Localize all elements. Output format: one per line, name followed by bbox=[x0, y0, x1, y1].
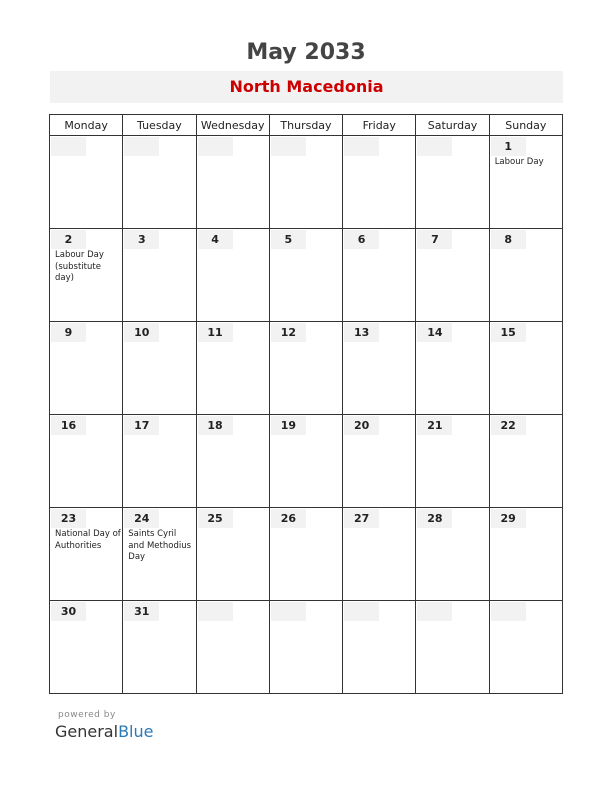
day-cell bbox=[50, 415, 123, 508]
day-number: 13 bbox=[344, 323, 379, 342]
week-row bbox=[50, 322, 563, 415]
day-cell bbox=[416, 415, 489, 508]
day-cell bbox=[269, 322, 342, 415]
day-number: 24 bbox=[124, 509, 159, 528]
day-number: 25 bbox=[198, 509, 233, 528]
day-number: 12 bbox=[271, 323, 306, 342]
day-cell bbox=[123, 415, 196, 508]
page-title: May 2033 bbox=[246, 40, 366, 65]
day-number: 27 bbox=[344, 509, 379, 528]
day-cell bbox=[50, 229, 123, 322]
day-number: 8 bbox=[491, 230, 526, 249]
day-number bbox=[344, 602, 379, 621]
holiday-label: Labour Day (substitute day) bbox=[55, 250, 104, 283]
day-cell bbox=[50, 601, 123, 694]
day-number: 22 bbox=[491, 416, 526, 435]
day-cell bbox=[50, 508, 123, 601]
day-cell bbox=[343, 415, 416, 508]
day-cell bbox=[416, 136, 489, 229]
day-number: 23 bbox=[51, 509, 86, 528]
day-number bbox=[271, 602, 306, 621]
day-number bbox=[491, 602, 526, 621]
day-number: 6 bbox=[344, 230, 379, 249]
day-cell bbox=[489, 136, 562, 229]
day-cell bbox=[269, 601, 342, 694]
day-cell bbox=[343, 601, 416, 694]
day-number: 14 bbox=[417, 323, 452, 342]
day-number: 28 bbox=[417, 509, 452, 528]
day-number: 17 bbox=[124, 416, 159, 435]
day-cell bbox=[343, 508, 416, 601]
country-name: North Macedonia bbox=[229, 77, 384, 96]
day-cell bbox=[489, 601, 562, 694]
weekday-thursday: Thursday bbox=[269, 115, 342, 136]
weekday-tuesday: Tuesday bbox=[123, 115, 196, 136]
holiday-label: Saints Cyril and Methodius Day bbox=[128, 529, 192, 562]
day-number: 19 bbox=[271, 416, 306, 435]
day-number: 26 bbox=[271, 509, 306, 528]
calendar-grid bbox=[49, 114, 563, 694]
day-cell bbox=[123, 601, 196, 694]
weekday-saturday: Saturday bbox=[416, 115, 489, 136]
day-cell bbox=[196, 136, 269, 229]
day-cell bbox=[269, 415, 342, 508]
day-number: 11 bbox=[198, 323, 233, 342]
day-number bbox=[417, 602, 452, 621]
day-cell bbox=[196, 508, 269, 601]
day-number: 3 bbox=[124, 230, 159, 249]
day-cell bbox=[196, 601, 269, 694]
week-row bbox=[50, 136, 563, 229]
day-number: 21 bbox=[417, 416, 452, 435]
day-number: 1 bbox=[491, 137, 526, 156]
day-cell bbox=[416, 601, 489, 694]
day-number: 7 bbox=[417, 230, 452, 249]
brand-general: General bbox=[55, 722, 119, 741]
day-cell bbox=[269, 229, 342, 322]
day-number bbox=[198, 137, 233, 156]
day-cell bbox=[489, 229, 562, 322]
day-number: 2 bbox=[51, 230, 86, 249]
week-row bbox=[50, 508, 563, 601]
day-cell bbox=[50, 136, 123, 229]
day-cell bbox=[343, 229, 416, 322]
day-number: 18 bbox=[198, 416, 233, 435]
holiday-label: Labour Day bbox=[494, 157, 544, 167]
weekday-monday: Monday bbox=[50, 115, 123, 136]
weekday-friday: Friday bbox=[343, 115, 416, 136]
day-cell bbox=[269, 136, 342, 229]
day-cell bbox=[269, 508, 342, 601]
day-cell bbox=[196, 415, 269, 508]
country-banner bbox=[50, 71, 563, 103]
day-cell bbox=[123, 322, 196, 415]
weekday-sunday: Sunday bbox=[489, 115, 562, 136]
day-number bbox=[417, 137, 452, 156]
powered-by-text: powered by bbox=[58, 710, 116, 720]
day-number bbox=[51, 137, 86, 156]
day-number: 4 bbox=[198, 230, 233, 249]
day-cell bbox=[416, 508, 489, 601]
week-row bbox=[50, 229, 563, 322]
day-number: 30 bbox=[51, 602, 86, 621]
day-cell bbox=[123, 229, 196, 322]
day-number bbox=[344, 137, 379, 156]
day-number: 29 bbox=[491, 509, 526, 528]
day-number: 9 bbox=[51, 323, 86, 342]
day-cell bbox=[50, 322, 123, 415]
holiday-label: National Day of Authorities bbox=[55, 529, 121, 551]
day-number: 16 bbox=[51, 416, 86, 435]
day-number: 10 bbox=[124, 323, 159, 342]
day-number bbox=[198, 602, 233, 621]
day-cell bbox=[123, 136, 196, 229]
day-number: 5 bbox=[271, 230, 306, 249]
brand-logo bbox=[55, 722, 153, 741]
day-number: 15 bbox=[491, 323, 526, 342]
day-cell bbox=[416, 322, 489, 415]
weekday-header-row bbox=[50, 115, 563, 136]
day-cell bbox=[416, 229, 489, 322]
week-row bbox=[50, 601, 563, 694]
week-row bbox=[50, 415, 563, 508]
day-number: 31 bbox=[124, 602, 159, 621]
day-cell bbox=[343, 136, 416, 229]
day-number bbox=[124, 137, 159, 156]
weekday-wednesday: Wednesday bbox=[196, 115, 269, 136]
day-number bbox=[271, 137, 306, 156]
day-cell bbox=[196, 322, 269, 415]
day-cell bbox=[196, 229, 269, 322]
day-cell bbox=[489, 322, 562, 415]
day-cell bbox=[489, 508, 562, 601]
day-cell bbox=[489, 415, 562, 508]
day-cell bbox=[343, 322, 416, 415]
brand-blue: Blue bbox=[118, 722, 154, 741]
day-cell bbox=[123, 508, 196, 601]
day-number: 20 bbox=[344, 416, 379, 435]
